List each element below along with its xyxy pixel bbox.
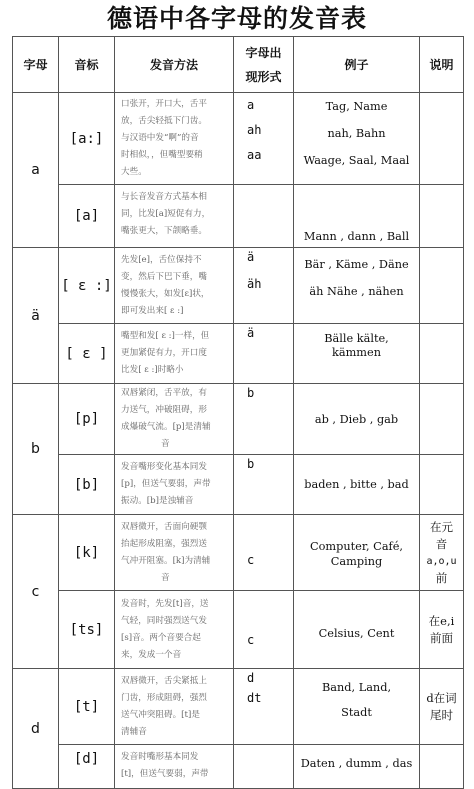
note-cell <box>420 384 464 455</box>
page-title: 德语中各字母的发音表 <box>106 4 367 33</box>
method-cell <box>115 248 234 324</box>
note-line: d在词 <box>426 690 457 705</box>
note-cell <box>420 745 464 789</box>
forms-cell <box>234 669 294 745</box>
example-line: Stadt <box>341 706 372 719</box>
ipa-cell: [p] <box>59 384 115 455</box>
example-line: baden , bitte , bad <box>304 478 409 491</box>
example-line: Waage, Saal, Maal <box>303 154 410 167</box>
table-row <box>13 515 464 591</box>
letter-cell: b <box>13 384 59 515</box>
ipa-cell: [b] <box>59 455 115 515</box>
method-line: 发音时，先发[t]音，送 <box>121 598 209 609</box>
header-letter: 字母 <box>13 37 59 93</box>
header-note: 说明 <box>420 37 464 93</box>
method-cell <box>115 455 234 515</box>
method-line: 双唇微开，舌尖紧抵上 <box>121 675 207 686</box>
examples-cell <box>294 384 420 455</box>
header-row <box>13 37 464 93</box>
method-line: 抬起形成阻塞，强烈送 <box>121 538 207 549</box>
table-row <box>13 185 464 248</box>
letter-cell: a <box>13 93 59 248</box>
header-forms-line1: 字母出 <box>245 45 282 60</box>
table-row <box>13 248 464 324</box>
method-line: 发音嘴形变化基本同发 <box>121 462 207 472</box>
form-item: aa <box>247 148 262 162</box>
method-line: 振动。[b]是浊辅音 <box>121 496 194 506</box>
method-line: 放，舌尖轻抵下门齿。 <box>121 116 207 126</box>
method-line: [p]，但送气要弱，声带 <box>121 479 211 489</box>
note-cell <box>420 93 464 185</box>
method-line: 慢慢张大，如发[ɛ]状， <box>121 288 210 299</box>
method-line: 双唇紧闭，舌平放，有 <box>121 388 207 398</box>
form-item: d <box>247 671 255 685</box>
table-row <box>13 745 464 789</box>
example-line: ab , Dieb , gab <box>314 412 399 426</box>
method-line: [s]音。两个音要合起 <box>121 632 201 643</box>
form-item: c <box>247 552 255 567</box>
form-item: a <box>247 98 255 112</box>
method-line: 与长音发音方式基本相 <box>121 192 207 202</box>
ipa-cell: [k] <box>59 515 115 591</box>
example-line: Bälle kälte, <box>324 332 389 345</box>
examples-cell <box>294 185 420 248</box>
form-item: äh <box>247 277 262 291</box>
forms-cell <box>234 93 294 185</box>
ipa-cell: [a:] <box>59 93 115 185</box>
method-line: [t]，但送气要弱，声带 <box>121 769 209 779</box>
examples-cell <box>294 515 420 591</box>
form-item: b <box>247 457 255 471</box>
table-row <box>13 93 464 185</box>
example-line: nah, Bahn <box>327 127 386 140</box>
table-row <box>13 384 464 455</box>
forms-cell <box>234 455 294 515</box>
forms-cell <box>234 185 294 248</box>
forms-cell <box>234 591 294 669</box>
method-line: 即可发出来[ ɛ :] <box>121 305 184 316</box>
examples-cell <box>294 669 420 745</box>
method-line: 音 <box>161 439 170 449</box>
method-line: 送气冲突阻碍。[t]是 <box>121 709 200 720</box>
method-line: 双唇微开，舌面向硬颚 <box>121 521 207 532</box>
method-line: 力送气，冲破阻碍，形 <box>121 405 207 415</box>
letter-cell: d <box>13 669 59 789</box>
pronunciation-table <box>12 36 464 789</box>
examples-cell <box>294 324 420 384</box>
method-line: 气轻，同时强烈送气发 <box>121 615 207 626</box>
method-line: 大些。 <box>121 167 147 177</box>
note-cell <box>420 591 464 669</box>
method-line: 来，发成一个音 <box>121 649 182 660</box>
method-line: 同，比发[a]短促有力， <box>121 209 211 219</box>
example-line: Camping <box>330 554 383 568</box>
ipa-cell: [ ɛ :] <box>59 248 115 324</box>
example-line: Bär , Käme , Däne <box>304 258 409 271</box>
example-line: Daten , dumm , das <box>300 757 413 770</box>
method-line: 门齿，形成阻碍，强烈 <box>121 692 207 703</box>
note-line: 在e,i <box>428 613 455 628</box>
examples-cell <box>294 591 420 669</box>
note-line: 前 <box>435 570 448 585</box>
method-cell <box>115 185 234 248</box>
method-line: 发音时嘴形基本同发 <box>121 752 199 762</box>
method-cell <box>115 591 234 669</box>
ipa-cell: [d] <box>59 745 115 789</box>
form-item: b <box>247 386 255 400</box>
form-item: c <box>247 632 255 647</box>
letter-cell: c <box>13 515 59 669</box>
forms-cell <box>234 745 294 789</box>
example-line: Tag, Name <box>325 100 388 113</box>
method-line: 时相似，，但嘴型要稍 <box>121 150 203 160</box>
header-forms-line2: 现形式 <box>245 69 282 84</box>
table-row <box>13 669 464 745</box>
method-line: 气冲开阻塞。[k]为清辅 <box>121 555 211 566</box>
example-line: Band, Land, <box>321 681 392 694</box>
method-line: 清辅音 <box>121 726 147 737</box>
method-line: 更加紧促有力，开口度 <box>121 348 207 358</box>
forms-cell <box>234 324 294 384</box>
forms-cell <box>234 515 294 591</box>
method-cell <box>115 745 234 789</box>
note-cell <box>420 324 464 384</box>
header-ipa: 音标 <box>59 37 115 93</box>
note-cell <box>420 515 464 591</box>
example-line: kämmen <box>332 346 381 359</box>
header-method: 发音方法 <box>115 37 234 93</box>
note-cell <box>420 669 464 745</box>
method-line: 口张开，开口大，舌平 <box>121 99 207 109</box>
method-cell <box>115 93 234 185</box>
table-row <box>13 324 464 384</box>
note-cell <box>420 248 464 324</box>
method-cell <box>115 515 234 591</box>
ipa-cell: [a] <box>59 185 115 248</box>
ipa-cell: [t] <box>59 669 115 745</box>
method-line: 与汉语中发“啊”的音 <box>121 133 199 143</box>
example-line: Celsius, Cent <box>318 627 395 640</box>
example-line: äh Nähe , nähen <box>309 285 404 298</box>
method-line: 先发[e]，舌位保持不 <box>121 254 202 265</box>
form-item: ä <box>247 250 255 264</box>
note-line: a,o,u <box>426 555 457 567</box>
examples-cell <box>294 248 420 324</box>
note-cell <box>420 455 464 515</box>
letter-cell: ä <box>13 248 59 384</box>
form-item: ah <box>247 123 262 137</box>
method-line: 变，然后下巴下垂，嘴 <box>121 271 207 282</box>
note-line: 在元 <box>430 519 453 534</box>
example-line: Computer, Café, <box>309 539 404 553</box>
table-row <box>13 455 464 515</box>
note-line: 前面 <box>430 630 453 645</box>
example-line: Mann , dann , Ball <box>303 230 410 243</box>
note-cell <box>420 185 464 248</box>
ipa-cell: [ ɛ ] <box>59 324 115 384</box>
form-item: ä <box>247 326 255 340</box>
examples-cell <box>294 745 420 789</box>
form-item: dt <box>247 691 262 705</box>
note-line: 音 <box>435 536 448 551</box>
forms-cell <box>234 248 294 324</box>
examples-cell <box>294 93 420 185</box>
method-cell <box>115 384 234 455</box>
method-cell <box>115 324 234 384</box>
examples-cell <box>294 455 420 515</box>
method-line: 比发[ ɛ :]时略小 <box>121 365 184 375</box>
method-line: 音 <box>161 572 170 583</box>
header-forms <box>234 37 294 93</box>
method-line: 嘴型和发[ ɛ :]一样，但 <box>121 331 210 341</box>
ipa-cell: [ts] <box>59 591 115 669</box>
method-cell <box>115 669 234 745</box>
table-row <box>13 591 464 669</box>
forms-cell <box>234 384 294 455</box>
method-line: 嘴张更大，下颌略垂。 <box>121 226 207 236</box>
method-line: 成爆破气流。[p]是清辅 <box>121 422 211 432</box>
note-line: 尾时 <box>430 707 453 722</box>
header-examples: 例子 <box>294 37 420 93</box>
